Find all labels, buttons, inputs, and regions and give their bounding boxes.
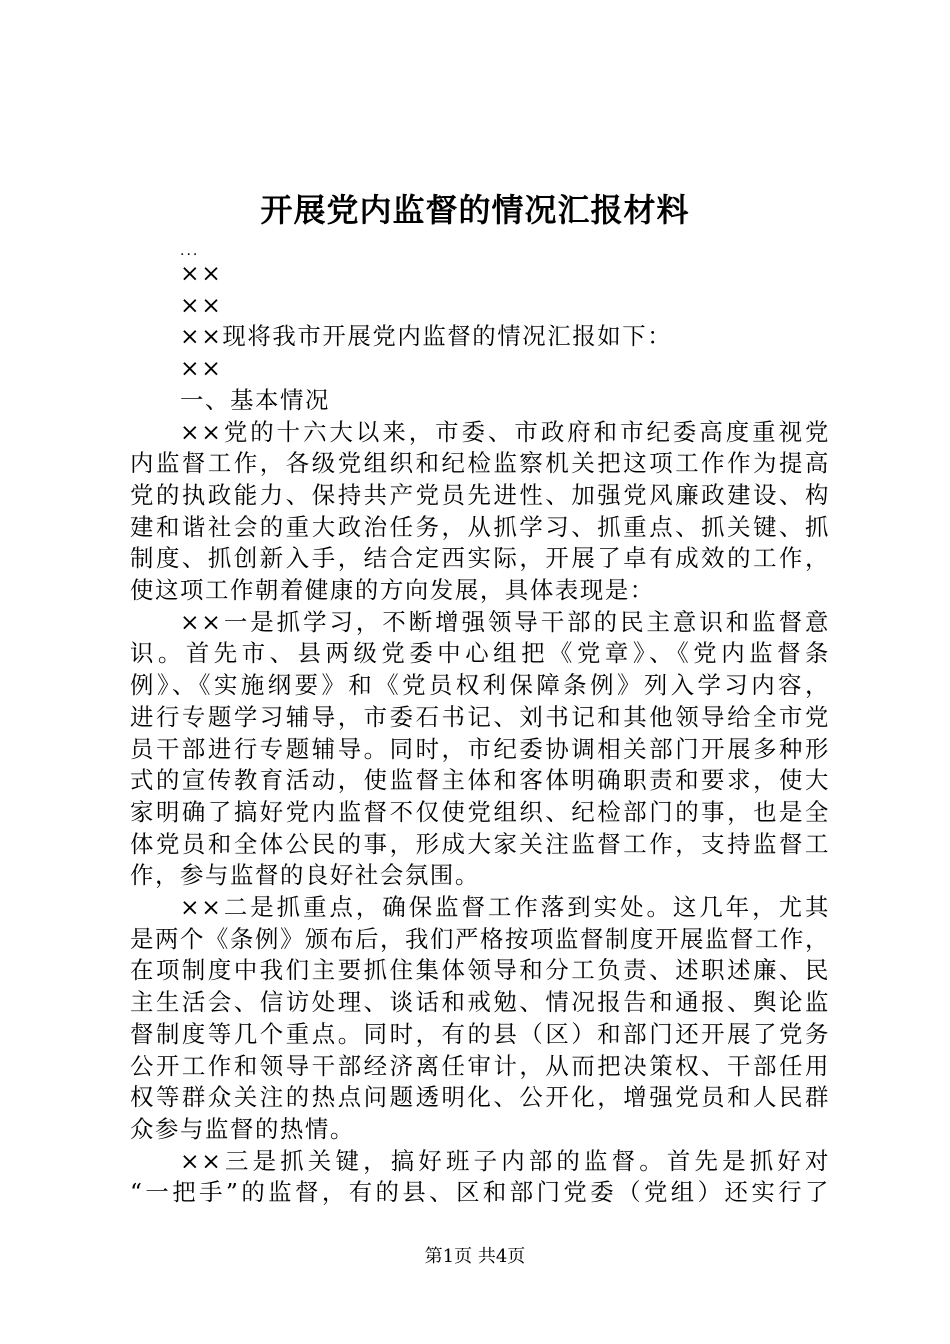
text-line: 内监督工作，各级党组织和纪检监察机关把这项工作作为提高 bbox=[130, 449, 830, 478]
text-line: 在项制度中我们主要抓住集体领导和分工负责、述职述廉、民 bbox=[130, 956, 830, 985]
text-line: ×× bbox=[180, 354, 223, 383]
text-line: 员干部进行专题辅导。同时，市纪委协调相关部门开展多种形 bbox=[130, 734, 830, 763]
text-line: 一、基本情况 bbox=[180, 385, 330, 414]
text-line: 党的执政能力、保持共产党员先进性、加强党风廉政建设、构 bbox=[130, 480, 830, 509]
text-line: “一把手”的监督，有的县、区和部门党委（党组）还实行了 bbox=[130, 1178, 830, 1207]
text-line: 主生活会、信访处理、谈话和戒勉、情况报告和通报、舆论监 bbox=[130, 988, 830, 1017]
text-line: 识。首先市、县两级党委中心组把《党章》、《党内监督条 bbox=[130, 639, 830, 668]
text-line: 家明确了搞好党内监督不仅使党组织、纪检部门的事，也是全 bbox=[130, 797, 830, 826]
text-line: ××三是抓关键，搞好班子内部的监督。首先是抓好对 bbox=[180, 1146, 830, 1175]
text-line: ××二是抓重点，确保监督工作落到实处。这几年，尤其 bbox=[180, 893, 830, 922]
document-title: 开展党内监督的情况汇报材料 bbox=[260, 191, 690, 229]
page-footer: 第1页 共4页 bbox=[424, 1246, 526, 1267]
text-line: 作，参与监督的良好社会氛围。 bbox=[130, 861, 480, 890]
text-line: ××现将我市开展党内监督的情况汇报如下： bbox=[180, 322, 673, 351]
text-line: 使这项工作朝着健康的方向发展，具体表现是： bbox=[130, 576, 655, 605]
text-line: 进行专题学习辅导，市委石书记、刘书记和其他领导给全市党 bbox=[130, 702, 830, 731]
text-line: 是两个《条例》颁布后，我们严格按项监督制度开展监督工作， bbox=[130, 924, 830, 953]
text-line: ××党的十六大以来，市委、市政府和市纪委高度重视党 bbox=[180, 417, 830, 446]
text-line: 建和谐社会的重大政治任务，从抓学习、抓重点、抓关键、抓 bbox=[130, 512, 830, 541]
document-body bbox=[130, 244, 830, 1209]
text-line: 体党员和全体公民的事，形成大家关注监督工作，支持监督工 bbox=[130, 829, 830, 858]
text-line: 督制度等几个重点。同时，有的县（区）和部门还开展了党务 bbox=[130, 1019, 830, 1048]
text-line: ×× bbox=[180, 290, 223, 319]
text-line: 众参与监督的热情。 bbox=[130, 1114, 355, 1143]
text-line: 制度、抓创新入手，结合定西实际，开展了卓有成效的工作， bbox=[130, 544, 830, 573]
ellipsis-line: ... bbox=[180, 243, 200, 259]
text-line: ××一是抓学习，不断增强领导干部的民主意识和监督意 bbox=[180, 607, 830, 636]
text-line: 公开工作和领导干部经济离任审计，从而把决策权、干部任用 bbox=[130, 1051, 830, 1080]
text-line: 式的宣传教育活动，使监督主体和客体明确职责和要求，使大 bbox=[130, 766, 830, 795]
text-line: ×× bbox=[180, 259, 223, 287]
text-line: 例》、《实施纲要》和《党员权利保障条例》列入学习内容， bbox=[130, 671, 830, 700]
text-line: 权等群众关注的热点问题透明化、公开化，增强党员和人民群 bbox=[130, 1083, 830, 1112]
